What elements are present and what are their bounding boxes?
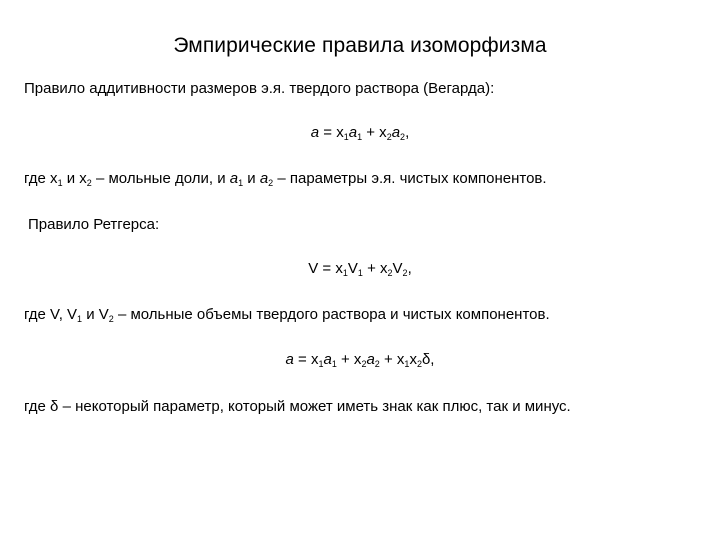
retgers-formula: $V = x_1V_1 + x_2V_2$, [308,260,412,278]
vegard-formula: $a = x_1a_1 + x_2a_2$, [310,124,410,142]
retgers-explanation: где V, $V_1$ и $V_2$ – мольные объемы твердого раствора и чистых компонентов. [24,306,550,324]
retgers-rule-heading: Правило Ретгерса: [28,216,160,233]
vegard-rule-heading: Правило аддитивности размеров э.я. твердого раствора (Вегарда): [24,80,495,97]
vegard-explanation: где $x_1$ и $x_2$ – мольные доли, и $a_1$ и $a_2$ – параметры э.я. чистых компонентов. [24,170,547,188]
deviation-formula: $a = x_1a_1 + x_2a_2 + x_1x_2\delta$, [285,351,435,369]
slide-title: Эмпирические правила изоморфизма [173,34,547,57]
deviation-explanation: где δ – некоторый параметр, который может иметь знак как плюс, так и минус. [24,398,571,415]
